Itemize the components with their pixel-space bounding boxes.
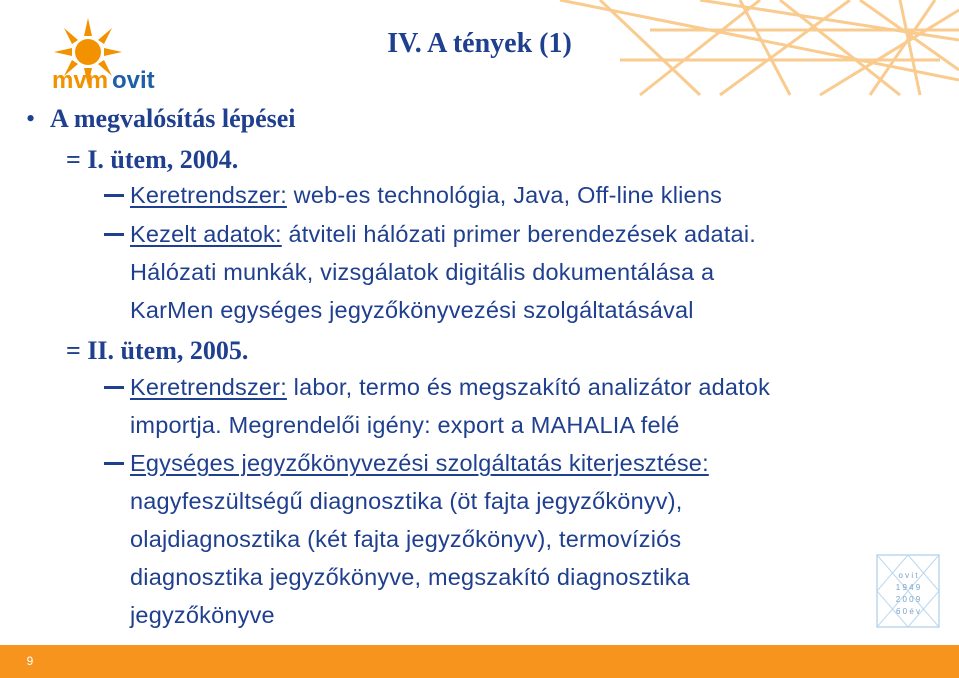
dash-icon — [104, 233, 124, 236]
phase-1-item-2-line-2: Hálózati munkák, vizsgálatok digitális dokumentálása a — [130, 259, 715, 285]
phase-2-item-1 — [130, 376, 770, 400]
page-number: 9 — [26, 654, 34, 668]
phase-2-item-2-line-3: olajdiagnosztika (két fajta jegyzőkönyv), termovíziós — [130, 526, 682, 552]
phase-1-heading: = I. ütem, 2004. — [66, 145, 239, 174]
svg-text:ovit: ovit — [112, 67, 155, 94]
item-text: web-es technológia, Java, Off-line kliens — [286, 182, 723, 208]
item-label: Keretrendszer: — [130, 374, 287, 400]
item-text: labor, termo és megszakító analizátor adatok — [286, 374, 771, 400]
phase-1-item-1 — [130, 184, 722, 208]
phase-2-item-2-line-4: diagnosztika jegyzőkönyve, megszakító diagnosztika — [130, 564, 690, 590]
svg-text:6 0 é v: 6 0 é v — [895, 607, 921, 616]
phase-2-item-2-line-5: jegyzőkönyve — [130, 602, 275, 628]
page-title: IV. A tények (1) — [387, 28, 572, 59]
svg-text:1 9 4 9: 1 9 4 9 — [895, 583, 921, 592]
item-label: Kezelt adatok: — [130, 221, 282, 247]
phase-2-item-2-line-2: nagyfeszültségű diagnosztika (öt fajta jegyzőkönyv), — [130, 488, 683, 514]
dash-icon — [104, 194, 124, 197]
phase-1-item-2-line-3: KarMen egységes jegyzőkönyvezési szolgáltatásával — [130, 297, 694, 323]
bullet-icon: • — [26, 104, 36, 133]
svg-text:o v i t: o v i t — [898, 571, 918, 580]
phase-1-item-2 — [130, 223, 756, 247]
footer-bar — [0, 645, 959, 678]
anniversary-badge-icon — [876, 554, 940, 628]
item-label: Keretrendszer: — [130, 182, 287, 208]
phase-2-item-1-line-2: importja. Megrendelői igény: export a MAHALIA felé — [130, 412, 680, 438]
svg-text:mvm: mvm — [52, 67, 109, 94]
svg-text:2 0 0 9: 2 0 0 9 — [895, 595, 921, 604]
section-heading: A megvalósítás lépései — [50, 104, 296, 133]
phase-2-item-2-label: Egységes jegyzőkönyvezési szolgáltatás kiterjesztése: — [130, 450, 709, 476]
dash-icon — [104, 462, 124, 465]
dash-icon — [104, 386, 124, 389]
phase-2-heading: = II. ütem, 2005. — [66, 336, 249, 365]
item-text: átviteli hálózati primer berendezések adatai. — [281, 221, 756, 247]
